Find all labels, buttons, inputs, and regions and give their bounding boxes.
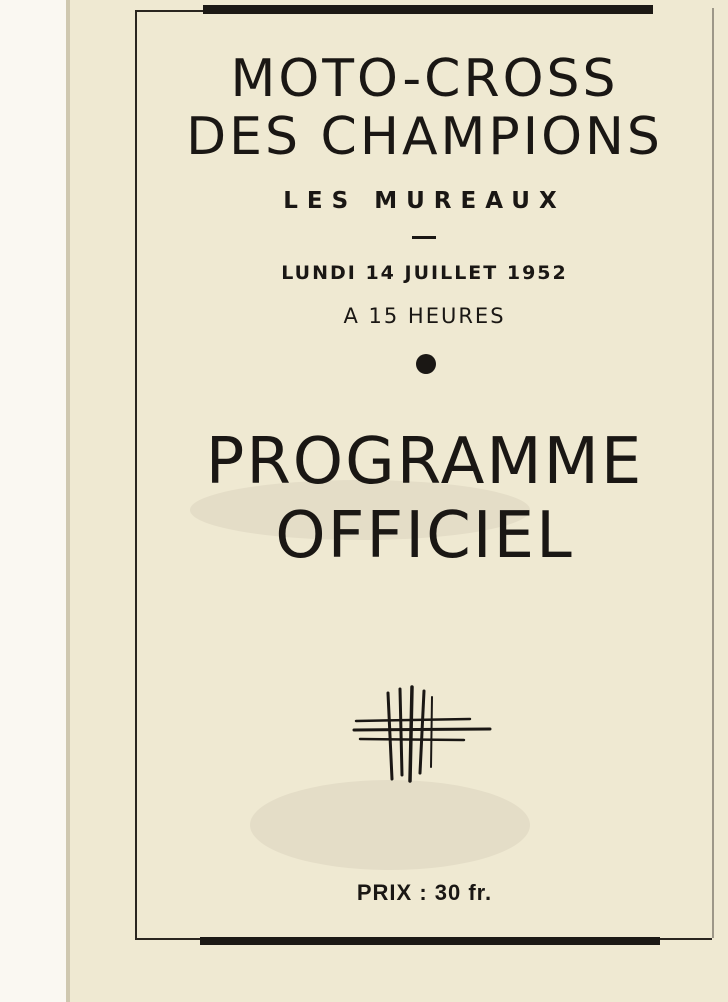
program-heading-line-1: PROGRAMME <box>205 425 644 499</box>
print-smudge <box>250 780 530 870</box>
event-title-line-2: DES CHAMPIONS <box>186 107 663 167</box>
program-heading <box>137 425 712 573</box>
separator-dash <box>412 236 436 239</box>
frame-bottom-bar <box>200 937 660 945</box>
frame-top-thin-rule <box>137 10 203 12</box>
program-heading-line-2: OFFICIEL <box>275 499 574 573</box>
frame-top-bar <box>203 5 653 14</box>
event-location: LES MUREAUX <box>283 188 566 214</box>
event-time: A 15 HEURES <box>343 304 506 328</box>
event-title-line-1: MOTO-CROSS <box>230 49 619 109</box>
scan-margin <box>0 0 70 1002</box>
frame-right-rule <box>712 8 714 938</box>
event-title <box>137 50 712 166</box>
round-dot-icon <box>416 354 436 374</box>
crossed-lines-emblem-icon <box>352 683 492 788</box>
event-date: LUNDI 14 JUILLET 1952 <box>281 262 568 284</box>
program-price: PRIX : 30 fr. <box>356 880 493 905</box>
